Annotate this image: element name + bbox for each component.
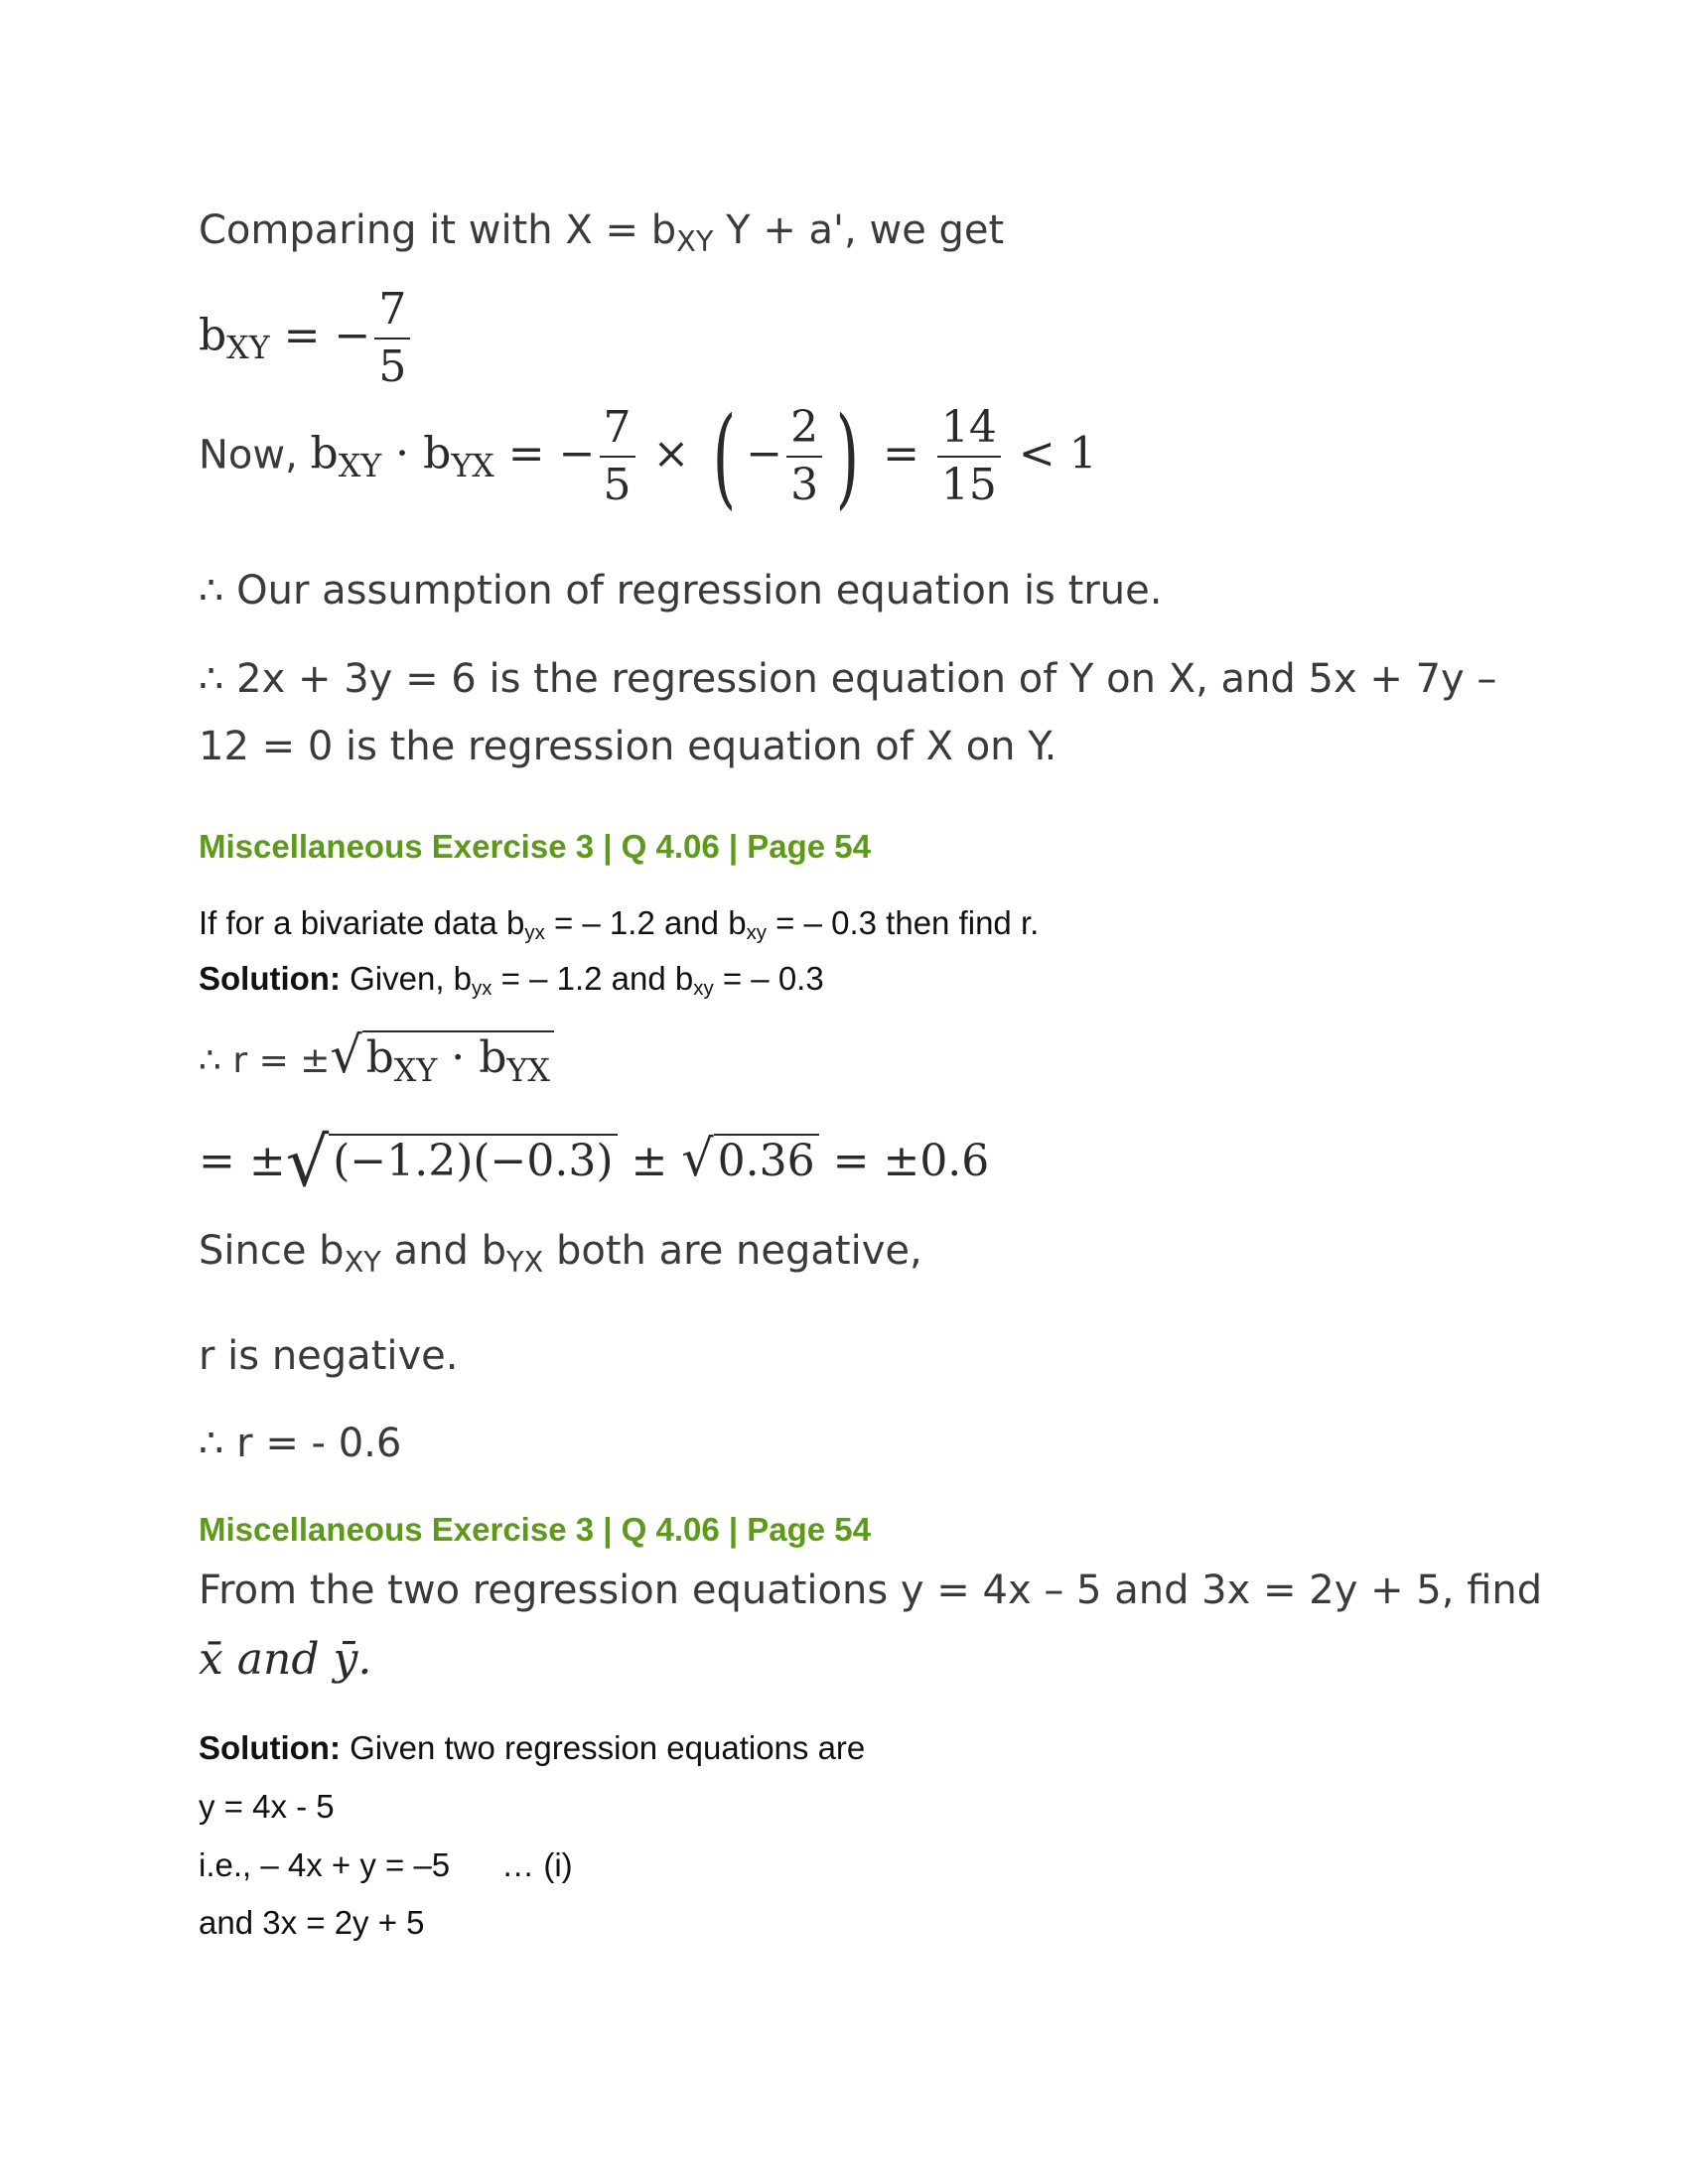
- product-minus: −: [746, 428, 783, 479]
- q2-question-line-2: x̄ and ȳ.: [199, 1634, 372, 1685]
- right-paren: ): [835, 393, 860, 520]
- since-mid: and b: [380, 1228, 506, 1274]
- q2-equation-1: y = 4x - 5: [199, 1788, 335, 1825]
- product-equals: = −: [493, 428, 596, 479]
- now-text: Now,: [199, 432, 311, 478]
- q1-solution-sub2: xy: [693, 977, 714, 1001]
- r-formula: [199, 1025, 554, 1089]
- q2-solution-label: Solution:: [199, 1729, 341, 1766]
- product-dot: ·: [381, 428, 424, 479]
- fraction-2-numerator: 2: [790, 402, 819, 453]
- q2-equation-2-tag: … (i): [501, 1846, 573, 1883]
- r-b1: b: [365, 1032, 394, 1083]
- comparing-text: Comparing it with X = b: [199, 207, 677, 253]
- calc-lhs: = ±: [199, 1135, 286, 1186]
- product-less-than: < 1: [1004, 428, 1097, 479]
- product-fraction-3: [937, 402, 1001, 510]
- q1-solution-text: Given, b: [340, 960, 473, 997]
- r-negative-line: r is negative.: [199, 1333, 459, 1379]
- q2-equation-2: [199, 1848, 573, 1881]
- product-sub1: XY: [338, 449, 382, 485]
- q1-solution-mid: = – 1.2 and b: [492, 960, 694, 997]
- bxy-equation: [199, 284, 414, 392]
- q1-question: [199, 904, 1040, 945]
- sqrt-sign-large: √: [285, 1124, 330, 1202]
- r-dot: ·: [437, 1032, 480, 1083]
- q1-heading: Miscellaneous Exercise 3 | Q 4.06 | Page 54: [199, 828, 872, 865]
- r-sub2: YX: [506, 1052, 550, 1089]
- fraction-3-numerator: 14: [940, 402, 997, 453]
- q2-solution-text: Given two regression equations are: [340, 1729, 866, 1766]
- comparing-subscript: XY: [676, 224, 714, 259]
- calc-plus-minus: ±: [617, 1135, 682, 1186]
- q1-question-text: If for a bivariate data b: [199, 904, 525, 941]
- sqrt-sign-small: √: [681, 1128, 714, 1187]
- product-b2: b: [423, 428, 452, 479]
- since-sub2: YX: [505, 1245, 544, 1280]
- product-equation: [199, 393, 1097, 520]
- r-formula-lhs: ∴ r = ±: [199, 1040, 331, 1081]
- calc-result: = ±0.6: [818, 1135, 990, 1186]
- bxy-numerator: 7: [378, 284, 407, 335]
- left-paren: (: [713, 393, 737, 520]
- fraction-2-denominator: 3: [786, 456, 822, 507]
- q2-equation-3: and 3x = 2y + 5: [199, 1904, 425, 1941]
- calc-radicand-1: (−1.2)(−0.3): [329, 1134, 617, 1188]
- q1-solution-label: Solution:: [199, 960, 341, 997]
- conclusion-line-2: 12 = 0 is the regression equation of X on Y.: [199, 724, 1057, 769]
- bxy-denominator: 5: [374, 338, 410, 389]
- q2-equation-2-text: i.e., – 4x + y = –5: [199, 1846, 451, 1883]
- q1-solution-sub1: yx: [472, 977, 492, 1001]
- product-fraction-1: [600, 402, 635, 510]
- assumption-line: ∴ Our assumption of regression equation is true.: [199, 568, 1163, 614]
- product-fraction-2: [786, 402, 822, 510]
- q1-question-sub2: xy: [746, 921, 767, 945]
- product-b1: b: [310, 428, 339, 479]
- bxy-equals: = −: [269, 310, 371, 361]
- q2-question-line-1: From the two regression equations y = 4x – 5 and 3x = 2y + 5, find: [199, 1568, 1543, 1613]
- sqrt-sign: √: [330, 1025, 362, 1084]
- q2-solution: [199, 1731, 865, 1764]
- product-equals-2: =: [869, 428, 933, 479]
- r-formula-radicand: [362, 1030, 554, 1089]
- q1-solution: [199, 960, 824, 1001]
- since-text: Since b: [199, 1228, 345, 1274]
- q1-question-mid: = – 1.2 and b: [544, 904, 747, 941]
- comparing-text-end: Y + a', we get: [713, 207, 1005, 253]
- product-sub2: YX: [451, 449, 494, 485]
- bxy-subscript: XY: [226, 331, 270, 367]
- r-b2: b: [479, 1032, 507, 1083]
- bxy-fraction: [374, 284, 410, 392]
- r-sub1: XY: [393, 1052, 438, 1089]
- since-sub1: XY: [344, 1245, 381, 1280]
- conclusion-line-1: ∴ 2x + 3y = 6 is the regression equation of Y on X, and 5x + 7y –: [199, 656, 1497, 702]
- comparing-line: [199, 207, 1005, 259]
- q1-question-end: = – 0.3 then find r.: [767, 904, 1040, 941]
- q2-heading: Miscellaneous Exercise 3 | Q 4.06 | Page 54: [199, 1511, 872, 1548]
- bxy-symbol: b: [199, 310, 227, 361]
- fraction-3-denominator: 15: [937, 456, 1001, 507]
- q1-solution-end: = – 0.3: [713, 960, 824, 997]
- r-calculation: [199, 1124, 990, 1202]
- r-value-line: ∴ r = - 0.6: [199, 1421, 402, 1466]
- product-times: ×: [638, 428, 704, 479]
- fraction-1-denominator: 5: [600, 456, 635, 507]
- calc-radicand-2: 0.36: [714, 1134, 819, 1188]
- fraction-1-numerator: 7: [603, 402, 632, 453]
- q1-question-sub1: yx: [524, 921, 545, 945]
- since-end: both are negative,: [543, 1228, 922, 1274]
- since-line: [199, 1228, 922, 1280]
